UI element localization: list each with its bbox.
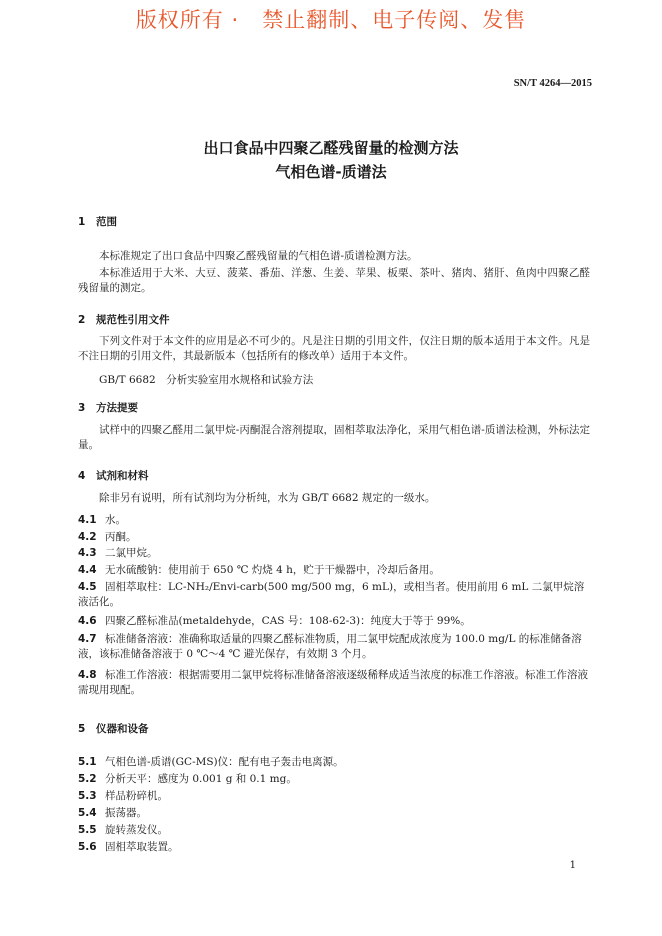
- list-item: 4.5 固相萃取柱：LC-NH₂/Envi-carb(500 mg/500 mg，6 mL)，或相当者。使用前用 6 mL 二氯甲烷溶液活化。: [78, 581, 585, 608]
- list-item: 5.4 振荡器。: [78, 807, 147, 819]
- list-item: 5.2 分析天平：感度为 0.001 g 和 0.1 mg。: [78, 773, 297, 785]
- section-heading-reagents: 4 试剂和材料: [78, 470, 149, 482]
- document-subtitle: 气相色谱-质谱法: [275, 163, 387, 181]
- list-item: 5.3 样品粉碎机。: [78, 790, 168, 802]
- reference-item: GB/T 6682 分析实验室用水规格和试验方法: [99, 374, 314, 386]
- standard-code: SN/T 4264—2015: [513, 78, 592, 89]
- list-item: 5.1 气相色谱-质谱(GC-MS)仪：配有电子轰击电离源。: [78, 756, 344, 768]
- section-heading-references: 2 规范性引用文件: [78, 314, 170, 326]
- list-item: 4.2 丙酮。: [78, 531, 137, 543]
- list-item: 4.4 无水硫酸钠：使用前于 650 ℃ 灼烧 4 h，贮于干燥器中，冷却后备用。: [78, 564, 440, 576]
- paragraph: 下列文件对于本文件的应用是必不可少的。凡是注日期的引用文件，仅注日期的版本适用于本文件。凡是不注日期的引用文件，其最新版本（包括所有的修改单）适用于本文件。: [78, 335, 590, 362]
- paragraph: 本标准适用于大米、大豆、菠菜、番茄、洋葱、生姜、苹果、板栗、茶叶、猪肉、猪肝、鱼肉中四聚乙醛残留量的测定。: [78, 267, 590, 294]
- section-heading-scope: 1 范围: [78, 216, 117, 228]
- list-item: 5.5 旋转蒸发仪。: [78, 824, 168, 836]
- document-title: 出口食品中四聚乙醛残留量的检测方法: [203, 139, 459, 157]
- section-heading-principle: 3 方法提要: [78, 402, 138, 414]
- list-item: 5.6 固相萃取装置。: [78, 841, 179, 853]
- list-item: 4.7 标准储备溶液：准确称取适量的四聚乙醛标准物质，用二氯甲烷配成浓度为 100.0 mg/L 的标准储备溶液，该标准储备溶液于 0 ℃～4 ℃ 避光保存，有效期 3 个月。: [78, 633, 582, 660]
- list-item: 4.6 四聚乙醛标准品(metaldehyde，CAS 号：108-62-3)：纯度大于等于 99%。: [78, 615, 471, 627]
- paragraph: 本标准规定了出口食品中四聚乙醛残留量的气相色谱-质谱检测方法。: [99, 250, 418, 262]
- copyright-banner: 版权所有 · 禁止翻制、电子传阅、发售: [135, 8, 527, 32]
- page-number: 1: [569, 860, 576, 871]
- section-heading-apparatus: 5 仪器和设备: [78, 723, 149, 735]
- list-item: 4.3 二氯甲烷。: [78, 547, 158, 559]
- paragraph: 除非另有说明，所有试剂均为分析纯，水为 GB/T 6682 规定的一级水。: [99, 492, 436, 504]
- list-item: 4.8 标准工作溶液：根据需要用二氯甲烷将标准储备溶液逐级稀释成适当浓度的标准工作溶液。标准工作溶液需现用现配。: [78, 669, 588, 696]
- list-item: 4.1 水。: [78, 514, 126, 526]
- paragraph: 试样中的四聚乙醛用二氯甲烷-丙酮混合溶剂提取，固相萃取法净化，采用气相色谱-质谱法检测，外标法定量。: [78, 424, 590, 451]
